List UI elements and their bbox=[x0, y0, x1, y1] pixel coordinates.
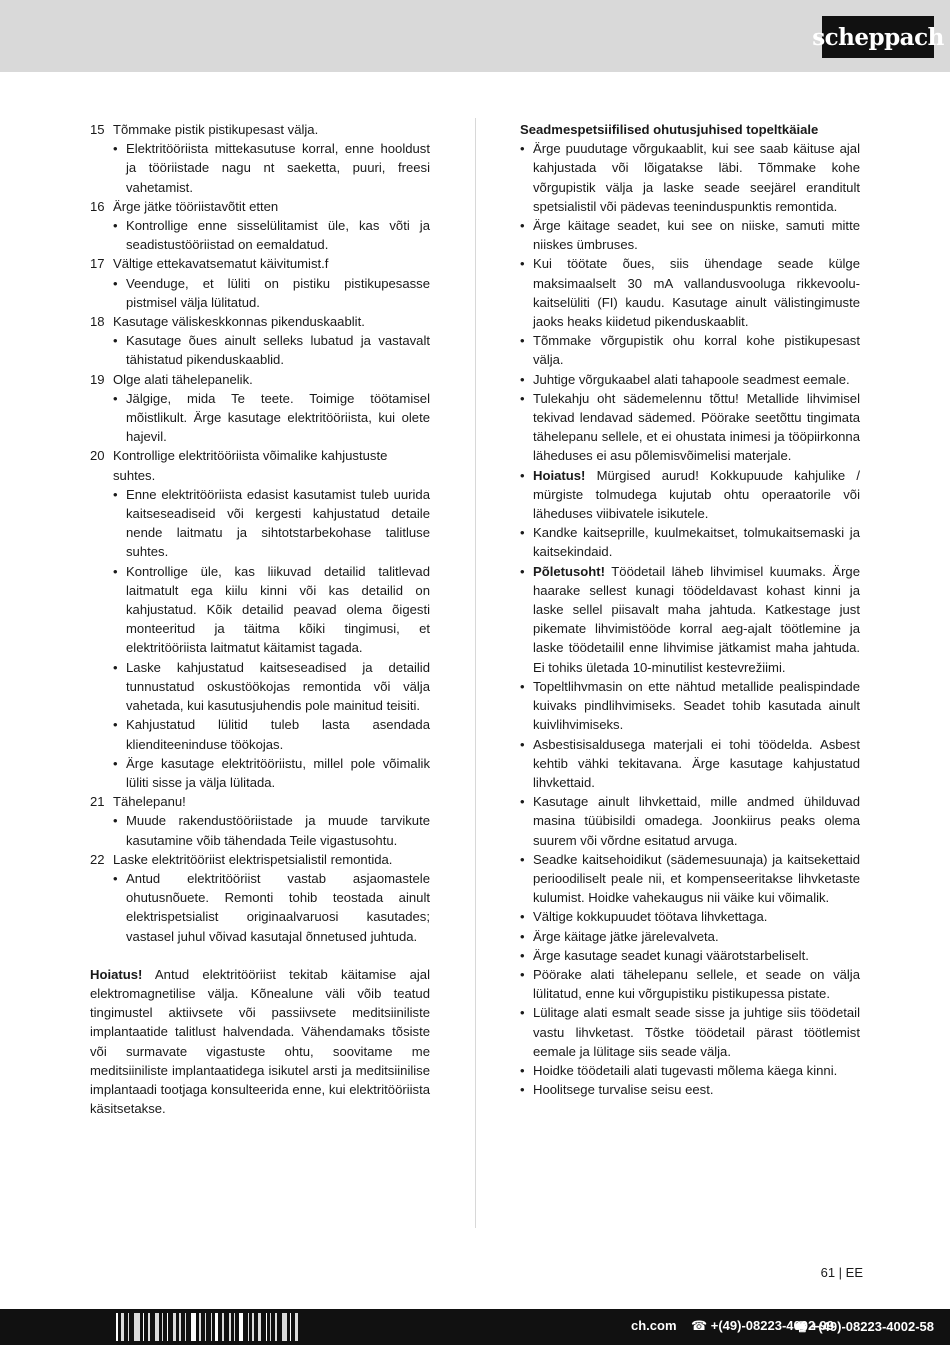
bullet-body: Vältige kokkupuudet töötava lihvkettaga. bbox=[533, 909, 768, 925]
bullet-body: Ärge puudutage võrgukaablit, kui see saab käituse ajal kahjustada või lõigatakse läbi. Tõmmake kohe võrgupistik välja ja laske seade seejärel eranditult spetsialistil või pädevas teeninduspunktis remontida. bbox=[533, 141, 860, 214]
bullet-bold-label: Hoiatus! bbox=[533, 467, 586, 483]
bullet-item bbox=[520, 331, 860, 369]
item-title: Tähelepanu! bbox=[113, 794, 186, 810]
barcode-bar bbox=[155, 1313, 159, 1341]
bullet-text bbox=[533, 1061, 860, 1080]
footer-phone: ☎ +(49)-08223-4002-99 bbox=[690, 1318, 834, 1333]
barcode-bar bbox=[215, 1313, 218, 1341]
barcode-bar bbox=[179, 1313, 181, 1341]
bullet-icon: • bbox=[520, 736, 525, 752]
bullet-icon: • bbox=[520, 678, 525, 694]
bullet-item bbox=[520, 466, 860, 524]
section-heading: Seadmespetsiifilised ohutusjuhised topeltkäiale bbox=[520, 122, 819, 137]
bullet-icon: • bbox=[113, 755, 118, 771]
bullet-item bbox=[113, 869, 430, 946]
footer-barcode-graphic bbox=[116, 1313, 446, 1341]
item-number: 17 bbox=[90, 256, 105, 272]
bullet-body: Ärge kasutage seadet kunagi väärotstarbeliselt. bbox=[533, 947, 809, 963]
item-title: Olge alati tähelepanelik. bbox=[113, 371, 253, 387]
item-number: 21 bbox=[90, 794, 105, 810]
bullet-body: Seadke kaitsehoidikut (sädemesuunaja) ja kaitsekettaid perioodiliselt peale nii, et kompenseeritakse lihvketaste kulumist. Hoidke vahekaugus nii väike kui võimalik. bbox=[533, 851, 860, 906]
bullet-item bbox=[520, 927, 860, 946]
bullet-icon: • bbox=[520, 794, 525, 810]
bullet-item bbox=[113, 811, 430, 849]
numbered-item bbox=[90, 850, 430, 869]
bullet-body: Ärge käitage jätke järelevalveta. bbox=[533, 928, 719, 944]
bullet-body: Tõmmake võrgupistik ohu korral kohe pistikupesast välja. bbox=[533, 333, 860, 368]
bullet-body: Topeltlihvmasin on ette nähtud metallide pealispindade kuivaks pindlihvimiseks. Seadet tohib kasutada ainult kuivlihvimiseks. bbox=[533, 678, 860, 733]
bullet-icon: • bbox=[113, 659, 118, 675]
bullet-text bbox=[533, 907, 860, 926]
bullet-text bbox=[533, 965, 860, 1003]
barcode-bar bbox=[134, 1313, 140, 1341]
bullet-icon: • bbox=[113, 218, 118, 234]
bullet-item bbox=[113, 216, 430, 254]
barcode-bar bbox=[252, 1313, 254, 1341]
barcode-bar bbox=[234, 1313, 235, 1341]
column-divider bbox=[475, 118, 476, 1228]
item-title: Kasutage väliskeskkonnas pikenduskaablit. bbox=[113, 314, 365, 330]
bullet-text bbox=[533, 254, 860, 331]
bullet-text bbox=[533, 677, 860, 735]
bullet-text bbox=[533, 946, 860, 965]
numbered-item bbox=[90, 792, 430, 811]
bullet-icon: • bbox=[520, 525, 525, 541]
bullet-item bbox=[520, 1061, 860, 1080]
bullet-body: Hoolitsege turvalise seisu eest. bbox=[533, 1082, 714, 1098]
bullet-icon: • bbox=[113, 813, 118, 829]
bullet-icon: • bbox=[520, 467, 525, 483]
footer-web: ch.com bbox=[630, 1318, 677, 1333]
numbered-item bbox=[90, 120, 430, 139]
bullet-icon: • bbox=[520, 851, 525, 867]
bullet-item bbox=[113, 754, 430, 792]
bullet-text bbox=[533, 389, 860, 466]
bullet-item bbox=[520, 370, 860, 389]
bullet-item bbox=[113, 331, 430, 369]
bullet-item bbox=[520, 965, 860, 1003]
bullet-text: Kahjustatud lülitid tuleb lasta asendada klienditeeninduse töökojas. bbox=[126, 717, 430, 752]
bullet-item bbox=[113, 274, 430, 312]
bullet-icon: • bbox=[113, 870, 118, 886]
barcode-bar bbox=[199, 1313, 201, 1341]
bullet-item bbox=[520, 216, 860, 254]
page-number: 61 | EE bbox=[820, 1265, 863, 1280]
bullet-item bbox=[520, 907, 860, 926]
barcode-bar bbox=[290, 1313, 291, 1341]
bullet-text bbox=[533, 1080, 860, 1099]
bullet-item bbox=[113, 562, 430, 658]
bullet-item bbox=[113, 139, 430, 197]
barcode-bar bbox=[229, 1313, 231, 1341]
bullet-icon: • bbox=[113, 390, 118, 406]
left-column bbox=[90, 120, 430, 1118]
bullet-body: Mürgised aurud! Kokkupuude kahjulike / mürgiste tolmudega kujutab ohtu operaatorile või läheduses viibivatele isikutele. bbox=[533, 467, 860, 522]
item-title: Laske elektritööriist elektrispetsialistil remontida. bbox=[113, 851, 393, 867]
bullet-text bbox=[533, 139, 860, 216]
bullet-icon: • bbox=[520, 928, 525, 944]
numbered-item bbox=[90, 446, 430, 484]
barcode-bar bbox=[205, 1313, 206, 1341]
bullet-icon: • bbox=[520, 947, 525, 963]
item-number: 22 bbox=[90, 851, 105, 867]
numbered-item bbox=[90, 254, 430, 273]
bullet-body: Kandke kaitseprille, kuulmekaitset, tolmukaitsemaski ja kaitsekindaid. bbox=[533, 525, 860, 560]
item-number: 18 bbox=[90, 314, 105, 330]
barcode-bar bbox=[275, 1313, 277, 1341]
bullet-icon: • bbox=[520, 333, 525, 349]
barcode-bar bbox=[148, 1313, 150, 1341]
bullet-item bbox=[520, 1080, 860, 1099]
numbered-item bbox=[90, 312, 430, 331]
bullet-icon: • bbox=[520, 390, 525, 406]
bullet-icon: • bbox=[520, 218, 525, 234]
bullet-icon: • bbox=[113, 486, 118, 502]
bullet-item bbox=[520, 792, 860, 850]
bullet-icon: • bbox=[113, 333, 118, 349]
numbered-item bbox=[90, 197, 430, 216]
bullet-item bbox=[113, 389, 430, 447]
bullet-item bbox=[113, 715, 430, 753]
bullet-item bbox=[520, 254, 860, 331]
barcode-bar bbox=[222, 1313, 224, 1341]
bullet-text bbox=[533, 562, 860, 677]
bullet-text: Ärge kasutage elektritööriistu, millel pole võimalik lüliti sisse ja välja lülitada. bbox=[126, 755, 430, 790]
bullet-item bbox=[520, 677, 860, 735]
bullet-text: Enne elektritööriista edasist kasutamist tuleb uurida kaitseseadiseid või kergesti kahjustatud detaile nende laitmatu ja sihtotstarbekohase talitluse suhtes. bbox=[126, 486, 430, 560]
bullet-item bbox=[113, 485, 430, 562]
bullet-text bbox=[533, 927, 860, 946]
barcode-bar bbox=[185, 1313, 186, 1341]
bullet-item bbox=[520, 139, 860, 216]
bullet-body: Asbestisisaldusega materjali ei tohi töödelda. Asbest kehtib vähki tekitavana. Ärge kasutage kahjustatud lihvkettaid. bbox=[533, 736, 860, 790]
bullet-icon: • bbox=[520, 1082, 525, 1098]
barcode-bar bbox=[282, 1313, 287, 1341]
barcode-bar bbox=[270, 1313, 271, 1341]
bullet-body: Juhtige võrgukaabel alati tahapoole seadmest eemale. bbox=[533, 371, 850, 387]
bullet-icon: • bbox=[520, 256, 525, 272]
bullet-item bbox=[520, 562, 860, 677]
bullet-item bbox=[520, 523, 860, 561]
bullet-text bbox=[533, 331, 860, 369]
bullet-icon: • bbox=[520, 966, 525, 982]
bullet-item bbox=[520, 850, 860, 908]
bullet-text bbox=[533, 466, 860, 524]
bullet-text bbox=[533, 370, 860, 389]
item-number: 19 bbox=[90, 371, 105, 387]
bullet-icon: • bbox=[113, 275, 118, 291]
bullet-text bbox=[533, 1003, 860, 1061]
item-title: Ärge jätke tööriistavõtit etten bbox=[113, 198, 279, 214]
bullet-icon: • bbox=[520, 1062, 525, 1078]
barcode-bar bbox=[191, 1313, 196, 1341]
bullet-text: Kontrollige üle, kas liikuvad detailid talitlevad laitmatult ega kiilu kinni või kas detailid on kahjustatud. Kõik detailid peavad olema õigesti monteeritud ja täitma kõiki tingimusi, et elektritööriista laitmatut käitamist tagada. bbox=[126, 563, 430, 656]
bullet-text bbox=[533, 216, 860, 254]
bullet-body: Töödetail läheb lihvimisel kuumaks. Ärge haarake sellest kunagi töödeldavast kohast kinni ja laske sellel piisavalt maha jahtuda. Katkestage just pikemate lihvimistööde korral aeg-ajalt töötlemine ja laske töödetailil enne lihvimise jätkamist maha jahtuda. Ei tohiks ületada 10-minutilist kestevrežiimi. bbox=[533, 563, 860, 675]
page-footer bbox=[0, 1309, 950, 1345]
barcode-bar bbox=[295, 1313, 298, 1341]
barcode-bar bbox=[248, 1313, 249, 1341]
bullet-item bbox=[520, 389, 860, 466]
page-header bbox=[0, 0, 950, 72]
bullet-body: Kasutage ainult lihvkettaid, mille andmed ühilduvad masina tüübisildi omadega. Joonkiirus peaks olema suurem või võrdne esitatud arvuga. bbox=[533, 794, 860, 848]
bullet-icon: • bbox=[520, 141, 525, 157]
item-title: Vältige ettekavatsematut käivitumist.f bbox=[113, 256, 329, 272]
barcode-bar bbox=[211, 1313, 212, 1341]
bullet-body: Hoidke töödetaili alati tugevasti mõlema käega kinni. bbox=[533, 1062, 838, 1078]
numbered-item bbox=[90, 370, 430, 389]
barcode-bar bbox=[128, 1313, 129, 1341]
bullet-item bbox=[113, 658, 430, 716]
bullet-icon: • bbox=[520, 909, 525, 925]
item-title: Tõmmake pistik pistikupesast välja. bbox=[113, 122, 319, 137]
bullet-icon: • bbox=[113, 141, 118, 157]
bullet-body: Ärge käitage seadet, kui see on niiske, samuti mitte niiskes ümbruses. bbox=[533, 218, 860, 253]
barcode-bar bbox=[162, 1313, 163, 1341]
item-number: 20 bbox=[90, 448, 105, 464]
bullet-icon: • bbox=[520, 1005, 525, 1021]
barcode-bar bbox=[167, 1313, 168, 1341]
bullet-item bbox=[520, 946, 860, 965]
bullet-text: Veenduge, et lüliti on pistiku pistikupesasse pistmisel välja lülitatud. bbox=[126, 275, 430, 310]
bullet-icon: • bbox=[520, 563, 525, 579]
bullet-item bbox=[520, 1003, 860, 1061]
bullet-text bbox=[533, 792, 860, 850]
bullet-bold-label: Põletusoht! bbox=[533, 563, 606, 579]
bullet-body: Pöörake alati tähelepanu sellele, et seade on välja lülitatud, enne kui võrgupistiku pistikupessa pistate. bbox=[533, 966, 860, 1002]
bullet-text: Kasutage õues ainult selleks lubatud ja vastavalt tähistatud pikenduskaablid. bbox=[126, 333, 430, 368]
bullet-text: Elektritööriista mittekasutuse korral, enne hooldust ja tööriistade nagu nt saeketta, puuri, freesi vahetamist. bbox=[126, 141, 430, 195]
bullet-body: Tulekahju oht sädemelennu tõttu! Metallide lihvimisel tekivad lendavad sädemed. Pöörake seetõttu tingimata tähelepanu sellele, et ei ohustata inimesi ja tööpiirkonna läheduses ei asu põlemisvõimelisi materjale. bbox=[533, 390, 860, 464]
bullet-icon: • bbox=[520, 371, 525, 387]
barcode-bar bbox=[258, 1313, 261, 1341]
barcode-bar bbox=[143, 1313, 144, 1341]
bullet-text bbox=[533, 735, 860, 793]
warning-text: Antud elektritööriist tekitab käitamise ajal elektromagnetilise välja. Kõnealune väli võib teatud tingimustel aktiivsete või passiivsete meditsiiniliste implantaatide talitlust halvendada. Vähendamaks tõsiste või surmavate vigastuste ohtu, soovitame me meditsiiniliste implantaatidega isikutel arsti ja meditsiinilise implantaadi tootjaga konsulteerida enne, kui elektritööriista käsitsetakse. bbox=[90, 966, 430, 1117]
bullet-text: Muude rakendustööriistade ja muude tarvikute kasutamine võib tähendada Teile vigastusohtu. bbox=[126, 813, 430, 848]
footer-fax: 🖷 +(49)-08223-4002-58 bbox=[794, 1319, 934, 1334]
bullet-icon: • bbox=[113, 563, 118, 579]
bullet-text: Laske kahjustatud kaitseseadised ja detailid tunnustatud oskustöökojas remontida või välja vahetada, kui kasutusjuhendis pole mainitud teisiti. bbox=[126, 659, 430, 714]
bullet-icon: • bbox=[113, 717, 118, 733]
bullet-body: Kui töötate õues, siis ühendage seade külge maksimaalselt 30 mA vallandusvooluga rikkevoolu-kaitselüliti (FI) kaudu. Kasutage ainult välistingimuste jaoks heaks kiidetud pikenduskaablit. bbox=[533, 256, 860, 330]
hoiatus-paragraph bbox=[90, 965, 430, 1119]
bullet-text: Kontrollige enne sisselülitamist üle, kas võti ja seadistustööriistad on eemaldatud. bbox=[126, 218, 430, 253]
scheppach-logo: scheppach bbox=[822, 16, 934, 58]
barcode-bar bbox=[121, 1313, 124, 1341]
right-column bbox=[520, 120, 860, 1099]
bullet-body: Lülitage alati esmalt seade sisse ja juhtige siis töödetail vastu lihvketast. Tõstke töödetail pärast töötlemist eemale ja lülitage siis seade välja. bbox=[533, 1005, 860, 1059]
barcode-bar bbox=[173, 1313, 176, 1341]
bullet-item bbox=[520, 735, 860, 793]
barcode-bar bbox=[266, 1313, 267, 1341]
barcode-bar bbox=[239, 1313, 243, 1341]
bullet-text: Jälgige, mida Te teete. Toimige töötamisel mõistlikult. Ärge kasutage elektritööriista, kui olete hajevil. bbox=[126, 390, 430, 445]
bullet-text bbox=[533, 850, 860, 908]
bullet-text bbox=[533, 523, 860, 561]
item-title: Kontrollige elektritööriista võimalike kahjustuste suhtes. bbox=[113, 448, 388, 483]
barcode-bar bbox=[116, 1313, 118, 1341]
item-number: 15 bbox=[90, 122, 105, 137]
item-number: 16 bbox=[90, 198, 105, 214]
bullet-text: Antud elektritööriist vastab asjaomastele ohutusnõuete. Remonti tohib teostada ainult elektrispetsialist originaalvaruosi kasutades; vastasel juhul võivad kasutajal õnnetused juhtuda. bbox=[126, 870, 430, 944]
warning-label: Hoiatus! bbox=[90, 966, 143, 982]
